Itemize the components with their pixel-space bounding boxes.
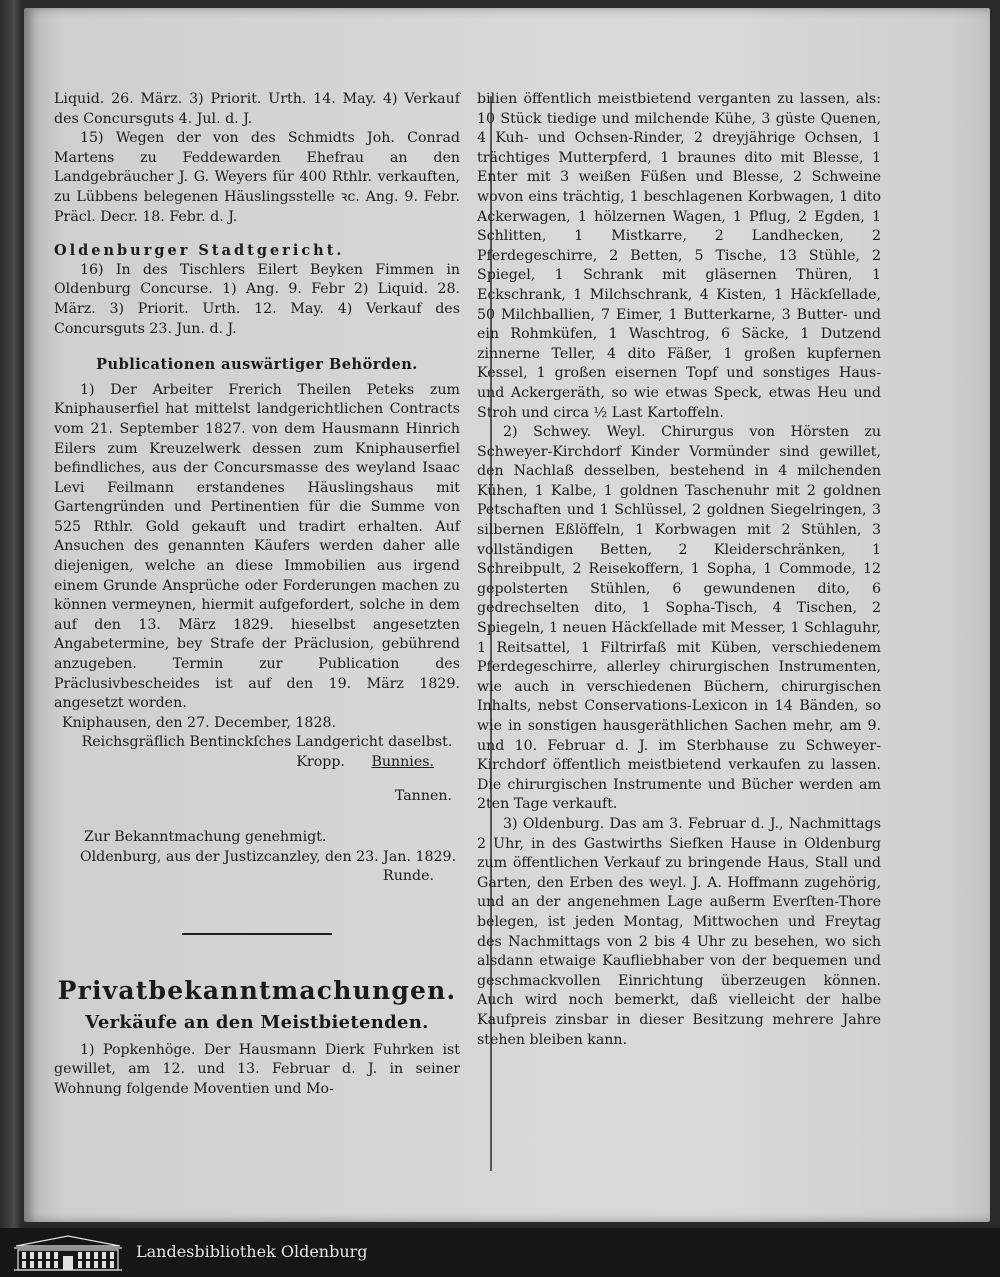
- divider-rule: [182, 933, 332, 935]
- signer-runde: Runde.: [383, 868, 434, 885]
- section-heading-publicationen: Publicationen auswärtiger Behörden.: [96, 356, 418, 374]
- signer-kropp: Kropp.: [296, 754, 345, 770]
- signer-bunnies: Bunnies.: [371, 754, 434, 770]
- left-column: [54, 90, 460, 1099]
- section-subtitle: Verkäufe an den Meistbietenden.: [85, 1011, 429, 1033]
- section-title-privatbekanntmachungen: Privatbekanntmachungen.: [57, 975, 457, 1005]
- signers-line: [54, 753, 460, 773]
- section-heading-stadtgericht: Oldenburger Stadtgericht.: [54, 242, 345, 260]
- left-paragraph-2: 15) Wegen der von des Schmidts Joh. Conrad Martens zu Feddewarden Ehefrau an den Landgebräucher J. G. Weyers für 400 Rthlr. verkauften, zu Lübbens belegenen Häuslingsstelle ꝛc. Ang. 9. Febr. Präcl. Decr. 18. Febr. d. J.: [54, 130, 460, 225]
- signer-runde-line: [54, 867, 460, 887]
- left-paragraph-3: 16) In des Tischlers Eilert Beyken Fimmen in Oldenburg Concurse. 1) Ang. 9. Febr 2) Liquid. 28. März. 3) Priorit. Urth. 12. May. 4) Verkauf des Concursguts 23. Jun. d. J.: [54, 261, 460, 337]
- institution-name: Landesbibliothek Oldenburg: [136, 1242, 368, 1261]
- signer-tannen: Tannen.: [394, 787, 452, 804]
- place-line: Oldenburg, aus der Justizcanzley, den 23. Jan. 1829.: [80, 848, 457, 865]
- approval-note: Zur Bekanntmachung genehmigt.: [84, 829, 327, 846]
- right-paragraph-1: bilien öffentlich meistbietend verganten zu lassen, als: 10 Stück tiedige und milchende Kühe, 3 güste Quenen, 4 Kuh- und Ochsen-Rinder, 2 dreyjährige Ochsen, 1 trächtiges Mutterpferd, 1 braunes dito mit Blesse, 1 Enter mit 3 weißen Füßen und Blesse, 2 Schweine wovon eins trächtig, 1 beschlagenen Korbwagen, 1 dito Ackerwagen, 1 hölzernen Wagen, 1 Pflug, 2 Egden, 1 Schlitten, 1 Mistkarre, 2 Landhecken, 2 Pferdegeschirre, 2 Betten, 5 Tische, 13 Stühle, 2 Spiegel, 1 Schrank mit gläsernen Thüren, 1 Eckschrank, 1 Milchschrank, 4 Kisten, 1 Häckſellade, 50 Milchballien, 7 Eimer, 1 Butterkarne, 3 Butter- und ein Rohmküfen, 1 Waschtrog, 6 Säcke, 1 Dutzend zinnerne Teller, 4 dito Fäßer, 1 großen kupfernen Kessel, 1 großen eisernen Topf und sonstiges Haus- und Ackergeräth, so wie etwas Speck, etwas Heu und Stroh und circa ½ Last Kartoffeln.: [477, 91, 881, 421]
- left-paragraph-4: 1) Der Arbeiter Frerich Theilen Peteks zum Kniphauserfiel hat mittelst landgerichtlichen Contracts vom 21. September 1827. von dem Hausmann Hinrich Eilers zum Kreuzelwerk dessen zum Kniphauserfiel befindliches, aus der Concursmasse des weyland Isaac Levi Feilmann erstandenes Häuslingshaus mit Gartengründen und Pertinentien für die Summe von 525 Rthlr. Gold gekauft und tradirt erhalten. Auf Ansuchen des genannten Käufers werden daher alle diejenigen, welche an diese Immobilien aus irgend einem Grunde Ansprüche oder Forderungen machen zu können vermeynen, hiermit aufgefordert, solche in dem auf den 13. März 1829. hieselbst angesetzten Angabetermine, bey Strafe der Präclusion, gebührend anzugeben. Termin zur Publication des Präclusivbescheides ist auf den 19. März 1829. angesetzt worden.: [54, 381, 460, 712]
- right-column: [477, 90, 881, 1050]
- left-paragraph-5: 1) Popkenhöge. Der Hausmann Dierk Fuhrken ist gewillet, am 12. und 13. Februar d. J. in seiner Wohnung folgende Moventien und Mo-: [54, 1041, 460, 1097]
- court-name: Reichsgräflich Bentinckſches Landgericht daselbst.: [81, 734, 453, 751]
- library-building-icon: [12, 1234, 124, 1272]
- dateline: Kniphausen, den 27. December, 1828.: [62, 714, 337, 731]
- right-paragraph-3: 3) Oldenburg. Das am 3. Februar d. J., Nachmittags 2 Uhr, in des Gastwirths Siefken Hause in Oldenburg zum öffentlichen Verkauf zu bringende Haus, Stall und Garten, den Erben des weyl. J. A. Hoffmann zugehörig, und an der angenehmen Lage außerm Everſten-Thore belegen, ist jeden Montag, Mittwochen und Freytag des Nachmittags von 2 bis 4 Uhr zu besehen, wo sich alsdann etwaige Kaufliebhaber von der bequemen und geschmackvollen Einrichtung überzeugen können. Auch wird noch bemerkt, daß vielleicht der halbe Kaufpreis zinsbar in dieser Besitzung mehrere Jahre stehen bleiben kann.: [477, 815, 881, 1048]
- left-paragraph-1: Liquid. 26. März. 3) Priorit. Urth. 14. May. 4) Verkauf des Concursguts 4. Jul. d. J.: [54, 91, 460, 127]
- newspaper-page: [24, 8, 990, 1222]
- footer-bar: [0, 1228, 1000, 1277]
- right-paragraph-2: 2) Schwey. Weyl. Chirurgus von Hörsten zu Schweyer-Kirchdorf Kinder Vormünder sind gewillet, den Nachlaß desselben, bestehend in 4 milchenden Kühen, 1 Kalbe, 1 goldnen Taschenuhr mit 2 goldnen Petschaften und 1 Schlüssel, 2 goldnen Siegelringen, 3 silbernen Eßlöffeln, 1 Korbwagen mit 2 Stühlen, 3 vollständigen Betten, 2 Kleiderschränken, 1 Schreibpult, 2 Reisekoffern, 1 Sopha, 1 Commode, 12 gepolsterten Stühlen, 6 gewundenen dito, 6 gedrechselten dito, 1 Sopha-Tisch, 4 Tischen, 2 Spiegeln, 1 neuen Häckſellade mit Messer, 1 Schlaguhr, 1 Reitsattel, 1 Filtrirfaß mit Küben, verschiedenem Pferdegeschirre, allerley chirurgischen Instrumenten, wie auch in verschiedenen Büchern, chirurgischen Inhalts, nebst Conservations-Lexicon in 14 Bänden, so wie in sonstigen hausgeräthlichen Sachen mehr, am 9. und 10. Februar d. J. im Sterbhause zu Schweyer-Kirchdorf öffentlich meistbietend verkaufen zu lassen. Die chirurgischen Instrumente und Bücher werden am 2ten Tage verkauft.: [477, 424, 881, 813]
